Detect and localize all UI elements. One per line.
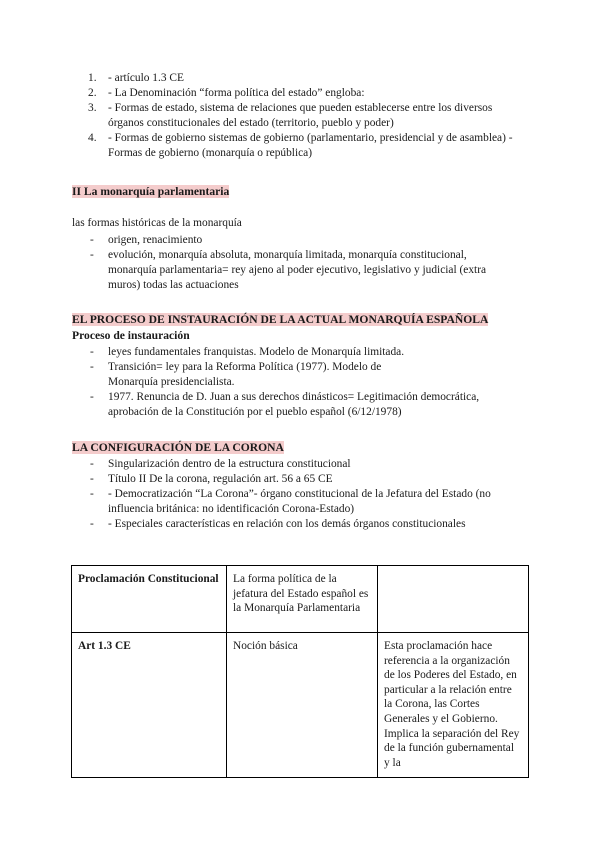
table-row xyxy=(72,633,529,778)
list-item-text: - Formas de estado, sistema de relaciones que pueden establecerse entre los diversos órganos constitucionales del estado (territorio, pueblo y poder) xyxy=(108,102,493,129)
list-item xyxy=(0,457,600,472)
list-item xyxy=(0,101,600,131)
list-item-text: Singularización dentro de la estructura constitucional xyxy=(108,458,351,470)
monarquia-dash-list xyxy=(0,233,600,293)
list-item-text: 1977. Renuncia de D. Juan a sus derechos dinásticos= Legitimación democrática, aprobación de la Constitución por el pueblo español (6/12/1978) xyxy=(108,391,480,418)
list-item-text: leyes fundamentales franquistas. Modelo de Monarquía limitada. xyxy=(108,346,405,358)
dash-bullet: - xyxy=(90,249,94,261)
monarquia-heading-block xyxy=(0,184,600,200)
dash-bullet: - xyxy=(90,458,94,470)
list-item xyxy=(0,86,600,101)
list-item xyxy=(0,248,600,293)
list-item-text: - Especiales características en relación con los demás órganos constitucionales xyxy=(108,518,466,530)
table-cell: Art 1.3 CE xyxy=(72,633,227,778)
list-item-text: Título II De la corona, regulación art. 56 a 65 CE xyxy=(108,473,333,485)
list-number: 4. xyxy=(88,132,97,144)
table-cell: Esta proclamación hace referencia a la organización de los Poderes del Estado, en particular a la relación entre la Corona, las Cortes Generales y el Gobierno. Implica la separación del Rey de la función gubernamental y la xyxy=(378,633,529,778)
list-item-text: origen, renacimiento xyxy=(108,234,203,246)
numbered-list xyxy=(0,71,600,161)
list-item-text: - Formas de gobierno sistemas de gobierno (parlamentario, presidencial y de asamblea) - Formas de gobierno (monarquía o república) xyxy=(108,132,513,159)
list-item-text: - La Denominación “forma política del estado” engloba: xyxy=(108,87,365,99)
list-item-text: Transición= ley para la Reforma Política (1977). Modelo de Monarquía presidencialista. xyxy=(108,361,382,388)
list-item xyxy=(0,71,600,86)
dash-bullet: - xyxy=(90,391,94,403)
list-number: 1. xyxy=(88,72,97,84)
dash-bullet: - xyxy=(90,346,94,358)
table-row xyxy=(72,566,529,633)
monarquia-intro xyxy=(0,216,600,231)
monarquia-list-block xyxy=(0,233,600,293)
list-number: 3. xyxy=(88,102,97,114)
list-item xyxy=(0,345,600,360)
dash-bullet: - xyxy=(90,361,94,373)
list-item xyxy=(0,233,600,248)
corona-heading-block xyxy=(0,440,600,456)
list-item xyxy=(0,517,600,532)
table-cell: Proclamación Constitucional xyxy=(72,566,227,633)
list-item xyxy=(0,131,600,161)
section-heading-proceso: EL PROCESO DE INSTAURACIÓN DE LA ACTUAL MONARQUÍA ESPAÑOLA xyxy=(72,313,489,326)
table-cell xyxy=(378,566,529,633)
list-item-text: - Democratización “La Corona”- órgano constitucional de la Jefatura del Estado (no influencia británica: no identificación Corona-Estado) xyxy=(108,488,491,515)
dash-bullet: - xyxy=(90,518,94,530)
corona-dash-list xyxy=(0,457,600,532)
proceso-heading-block xyxy=(0,312,600,328)
list-number: 2. xyxy=(88,87,97,99)
subheading-proceso: Proceso de instauración xyxy=(72,329,190,342)
list-item-text: - artículo 1.3 CE xyxy=(108,72,184,84)
table-cell: Noción básica xyxy=(227,633,378,778)
dash-bullet: - xyxy=(90,234,94,246)
proceso-subheading-block xyxy=(0,328,600,344)
dash-bullet: - xyxy=(90,488,94,500)
proceso-list-block xyxy=(0,345,600,420)
list-item xyxy=(0,487,600,517)
numbered-list-block xyxy=(0,71,600,161)
section-heading-corona: LA CONFIGURACIÓN DE LA CORONA xyxy=(72,441,284,454)
list-item xyxy=(0,472,600,487)
table-cell: La forma política de la jefatura del Estado español es la Monarquía Parlamentaria xyxy=(227,566,378,633)
list-item xyxy=(0,390,600,420)
proceso-dash-list xyxy=(0,345,600,420)
constitution-table xyxy=(71,565,529,778)
list-item-text: evolución, monarquía absoluta, monarquía limitada, monarquía constitucional, monarquía parlamentaria= rey ajeno al poder ejecutivo, legislativo y judicial (extra muros) todas las actuaciones xyxy=(108,249,487,291)
corona-list-block xyxy=(0,457,600,532)
section-heading-monarquia: II La monarquía parlamentaria xyxy=(72,185,230,198)
dash-bullet: - xyxy=(90,473,94,485)
list-item xyxy=(0,360,600,390)
intro-text: las formas históricas de la monarquía xyxy=(72,217,242,229)
